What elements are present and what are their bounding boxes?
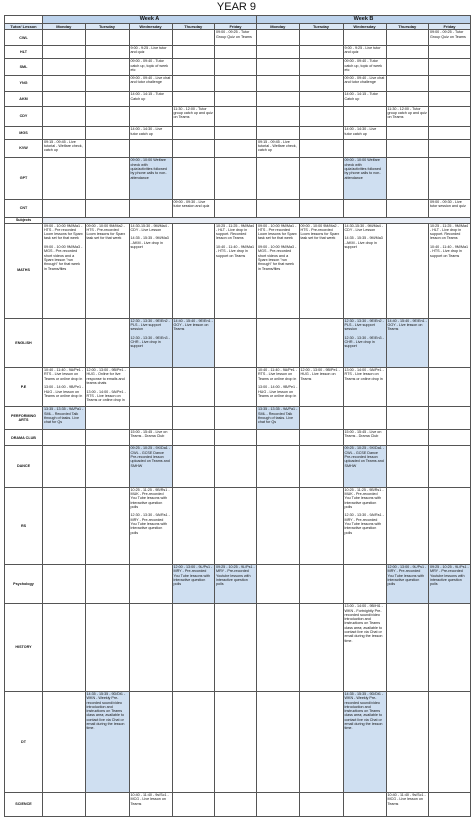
timetable-cell: 14:00 - 14:15 - Tutor Catch up (129, 92, 172, 106)
timetable-cell (343, 30, 386, 45)
timetable-cell: 12:30 - 13:30 - 9E/En2 - PLS - Live support session 12:30 - 13:30 - 9E/En3 - CHR - Live drop in support (343, 318, 386, 368)
timetable-cell (257, 565, 300, 604)
timetable-cell (386, 92, 429, 106)
row-label-psychology: Psychology (5, 565, 43, 604)
timetable-cell (43, 565, 86, 604)
timetable-cell (386, 429, 429, 446)
timetable-cell (215, 127, 257, 139)
day-header: Tuesday (299, 24, 343, 30)
timetable-cell (172, 59, 215, 76)
timetable-cell (85, 92, 129, 106)
timetable-cell (386, 127, 429, 139)
timetable-cell (429, 318, 471, 368)
timetable-cell (172, 429, 215, 446)
timetable-cell (129, 199, 172, 218)
timetable-cell (129, 691, 172, 792)
timetable-cell (299, 75, 343, 92)
timetable-cell (215, 407, 257, 430)
timetable-cell (215, 106, 257, 127)
timetable-cell (299, 318, 343, 368)
row-label-drama: DRAMA CLUB (5, 429, 43, 446)
timetable-cell: 10:40 - 11:40 - 9s/Sc1 - MCG - Live lesson on Teams (129, 793, 172, 817)
timetable-cell (215, 45, 257, 58)
timetable-cell (43, 199, 86, 218)
timetable-cell (172, 158, 215, 199)
timetable-cell (215, 793, 257, 817)
timetable-cell: 11:30 - 12:00 - Tutor group catch up and quiz on Teams (386, 106, 429, 127)
timetable-cell (85, 318, 129, 368)
timetable-cell: 9:00 - 9:25 - Live tutor and quiz (129, 45, 172, 58)
timetable-cell (43, 429, 86, 446)
timetable-cell (215, 139, 257, 158)
day-header: Monday (43, 24, 86, 30)
timetable-cell (386, 139, 429, 158)
timetable-cell (172, 30, 215, 45)
timetable-cell (215, 604, 257, 692)
timetable-cell (299, 604, 343, 692)
row-label-dt: DT (5, 691, 43, 792)
timetable-cell (172, 45, 215, 58)
row-label-yng: YNG (5, 75, 43, 92)
timetable-cell (172, 92, 215, 106)
day-header: Wednesday (343, 24, 386, 30)
row-label-rs: RS (5, 487, 43, 564)
timetable-cell (257, 158, 300, 199)
timetable-cell (299, 691, 343, 792)
row-label-cdy: CDY (5, 106, 43, 127)
timetable-cell (299, 106, 343, 127)
timetable-cell (129, 604, 172, 692)
timetable-cell (299, 139, 343, 158)
timetable-cell (343, 199, 386, 218)
timetable-cell (429, 45, 471, 58)
timetable-cell (172, 139, 215, 158)
row-label-hlt: HLT (5, 45, 43, 58)
timetable-cell (257, 75, 300, 92)
timetable-cell: 09:00 - 09:40 - Live chat and tutor challenge (129, 75, 172, 92)
timetable-cell: 09:00 - 09:25 - Tutor Group Quiz on Teams (215, 30, 257, 45)
timetable-cell: 09:00 - 09:25 - Tutor Group Quiz on Teams (429, 30, 471, 45)
day-header: Friday (215, 24, 257, 30)
timetable-cell: 12:00 - 13:00 - 9L/Ps1 - MRY - Pre-recorded You Tube lessons with interactive question polls (386, 565, 429, 604)
timetable-cell (129, 139, 172, 158)
timetable-cell (215, 446, 257, 487)
timetable-cell (43, 691, 86, 792)
timetable-cell (172, 487, 215, 564)
timetable-cell (85, 793, 129, 817)
row-label-science: SCIENCE (5, 793, 43, 817)
row-label-cnt: CNT (5, 199, 43, 218)
timetable-cell (257, 793, 300, 817)
timetable-cell: 10:25 - 11:25 - 9M/Ma4 - HLT - Live drop in support. Recorded lesson on Teams 10:40 - 11:40 - 9M/Ma1 - HTS - Live drop in support on Teams (215, 223, 257, 318)
timetable-cell (429, 407, 471, 430)
timetable-cell (386, 199, 429, 218)
timetable-cell (299, 59, 343, 76)
timetable-cell (85, 139, 129, 158)
row-label-pe: P.E (5, 368, 43, 407)
row-label-dance: DANCE (5, 446, 43, 487)
row-label-akm: AKM (5, 92, 43, 106)
row-label-maths: MATHS (5, 223, 43, 318)
row-label-history: HISTORY (5, 604, 43, 692)
timetable-cell: 09:15 - 09:45 - Live tutorial - Welfare check, catch up (43, 139, 86, 158)
timetable-cell (85, 407, 129, 430)
timetable-cell (172, 75, 215, 92)
timetable-cell: 14:30-15:30 - 9M/Ma4 - CDY - Live Lesson 14:35 - 15:35 - 9M/Ma3 - AKM - Live drop in support (343, 223, 386, 318)
timetable-cell (299, 565, 343, 604)
timetable-cell (85, 30, 129, 45)
timetable-cell (343, 407, 386, 430)
day-header: Monday (257, 24, 300, 30)
timetable-cell (299, 45, 343, 58)
timetable-cell (215, 318, 257, 368)
timetable-cell (386, 45, 429, 58)
timetable-cell (85, 158, 129, 199)
timetable-cell (215, 92, 257, 106)
day-header: Thursday (386, 24, 429, 30)
timetable-cell (429, 158, 471, 199)
timetable-cell (129, 30, 172, 45)
timetable-cell (386, 691, 429, 792)
timetable-cell (257, 604, 300, 692)
timetable-cell (386, 446, 429, 487)
timetable-cell (429, 106, 471, 127)
timetable-cell (85, 45, 129, 58)
timetable-cell (386, 604, 429, 692)
timetable-cell: 09:25 - 10:25 - 9L/Ps1 - MRY - Pre-recorded Youtube lessons with interactive question polls (215, 565, 257, 604)
timetable-cell (257, 106, 300, 127)
timetable-cell (386, 75, 429, 92)
timetable-cell: 09:00 - 09:30 - Live tutor session and quiz (172, 199, 215, 218)
timetable-cell (85, 59, 129, 76)
timetable-cell: 09:00 - 10:00 9M/Ma1 - HTS - Pre recorded Loom lessons for Sparx task set for that week 09:00 - 10:00 9M/Ma3 - MGS - Pre-recorded short videos and a Sparx lesson "run through" for that week in Teams/files (257, 223, 300, 318)
timetable-cell (85, 106, 129, 127)
timetable-cell (257, 127, 300, 139)
row-label-gpt: GPT (5, 158, 43, 199)
timetable-cell (172, 223, 215, 318)
timetable-cell: 9:00 - 9:25 - Live tutor and quiz (343, 45, 386, 58)
timetable-cell (85, 446, 129, 487)
row-label-english: ENGLISH (5, 318, 43, 368)
timetable-cell: 09:25 - 10:25 - 9X/Da1 - CWL - GCSE Dance Pre-recorded lesson uploaded on Teams and SMHW (129, 446, 172, 487)
timetable-cell (429, 446, 471, 487)
timetable-cell: 14:40 - 15:40 - 9E/En1 - GOY - Live lesson on Teams (172, 318, 215, 368)
timetable-cell (172, 127, 215, 139)
row-label-mgs: MGS (5, 127, 43, 139)
day-header: Tuesday (85, 24, 129, 30)
timetable-cell (429, 59, 471, 76)
timetable-cell (299, 429, 343, 446)
timetable-cell: 13:35 - 13:35 - 9A/Pa1 - SML - Recorded Talk through of tasks. Live chat for Qs (43, 407, 86, 430)
timetable-cell (299, 487, 343, 564)
timetable-cell (299, 92, 343, 106)
timetable-cell: 13:35 - 13:35 - 9A/Pa1 - SML - Recorded Talk through of tasks. Live chat for Qs (257, 407, 300, 430)
timetable-cell: 10:25 - 11:25 - 9M/Ma4 - HLT - Live drop in support. Recorded lesson on Teams 10:40 - 11:40 - 9M/Ma1 - HTS - Live drop in support on Teams (429, 223, 471, 318)
timetable-cell (43, 318, 86, 368)
timetable-cell (257, 446, 300, 487)
timetable-cell (299, 199, 343, 218)
timetable-cell (215, 75, 257, 92)
timetable-cell: 15:00 - 15:45 - Live on Teams - Drama Club (343, 429, 386, 446)
timetable-cell (43, 106, 86, 127)
timetable-cell (43, 158, 86, 199)
timetable-cell (257, 59, 300, 76)
timetable-cell (386, 487, 429, 564)
page-title: YEAR 9 (216, 1, 257, 13)
subjects-label: Subjects (5, 218, 43, 223)
timetable-cell: 11:30 - 12:00 - Tutor group catch up and quiz on Teams (172, 106, 215, 127)
timetable-cell (429, 368, 471, 407)
day-header: Friday (429, 24, 471, 30)
timetable-cell (299, 446, 343, 487)
timetable-cell: 09:00 - 09:40 - Tutor catch up, topic of week etc (343, 59, 386, 76)
timetable-cell (43, 446, 86, 487)
timetable-cell (386, 30, 429, 45)
timetable-cell: 12:00 - 13:00 - 9B/Pe1 - HUG - Live lesson on Teams (299, 368, 343, 407)
timetable-cell (386, 158, 429, 199)
timetable-cell: 09:00 - 10:00 Welfare check with quiz/activities followed by phone calls to non-attendance (343, 158, 386, 199)
timetable-cell (43, 45, 86, 58)
timetable-cell (429, 429, 471, 446)
timetable-cell: 10:40 - 11:40 - 9A/Pe1 - RTS - Live lesson on Teams or online drop in 13:00 - 14:00 - 9B/Pe1 - HUG - Live lesson on Teams or online drop in (257, 368, 300, 407)
timetable-cell: 09:00 - 09:40 - Live chat and tutor challenge (343, 75, 386, 92)
timetable-cell: 09:00 - 10:00 Welfare check with quiz/activities followed by phone calls to non-attendance (129, 158, 172, 199)
timetable-cell (43, 793, 86, 817)
timetable-cell (429, 127, 471, 139)
timetable-cell (215, 59, 257, 76)
timetable-cell (386, 407, 429, 430)
timetable-cell (85, 487, 129, 564)
timetable-cell (429, 75, 471, 92)
timetable-cell (257, 199, 300, 218)
timetable-cell (343, 793, 386, 817)
timetable-cell (299, 407, 343, 430)
timetable-cell: 10:25 - 11:25 - 9B/Rs1 - MUK - Pre-recorded You Tube lessons with interactive question polls 12:30 - 13:30 - 9A/Rs1 - MRY - Pre-recorded You Tube lessons with interactive question polls (343, 487, 386, 564)
timetable-cell (299, 158, 343, 199)
timetable-cell (172, 407, 215, 430)
timetable-cell: 09:00 - 10:00 9M/Ma2 - HTS - Pre-recorded Loom lessons for Sparx task set for that week (299, 223, 343, 318)
timetable-cell: 09:25 - 10:25 - 9L/Ps1 - MRY - Pre-recorded Youtube lessons with interactive question polls (429, 565, 471, 604)
timetable-cell (43, 59, 86, 76)
timetable-cell (257, 429, 300, 446)
timetable-cell: 13:00 - 14:00 - 9A/Pe1 - RTS - Live lesson on Teams or online drop in (343, 368, 386, 407)
timetable-grid (4, 15, 471, 817)
timetable-cell: 14:30-15:30 - 9M/Ma4 - CDY - Live Lesson 14:35 - 15:35 - 9M/Ma3 - AKM - Live drop in support (129, 223, 172, 318)
timetable-cell: 09:00 - 10:00 9M/Ma1 - HTS - Pre recorded Loom lessons for Sparx task set for that week 09:00 - 10:00 9M/Ma3 - MGS - Pre-recorded short videos and a Sparx lesson "run through" for that week in Teams/files (43, 223, 86, 318)
timetable-cell: 09:00 - 09:30 - Live tutor session and quiz (429, 199, 471, 218)
timetable-cell (43, 92, 86, 106)
timetable-cell (215, 429, 257, 446)
timetable-cell (429, 793, 471, 817)
timetable-cell (215, 487, 257, 564)
timetable-cell (386, 59, 429, 76)
timetable-cell (43, 127, 86, 139)
timetable-cell: 14:00 - 14:30 - Live tutor catch up (343, 127, 386, 139)
timetable-cell (299, 793, 343, 817)
timetable-cell (429, 139, 471, 158)
timetable-cell (172, 368, 215, 407)
timetable-cell: 10:40 - 11:40 - 9s/Sc1 - MCG - Live lesson on Teams (386, 793, 429, 817)
timetable-cell (343, 139, 386, 158)
timetable-cell (85, 429, 129, 446)
timetable-cell (172, 793, 215, 817)
timetable-cell (429, 487, 471, 564)
timetable-cell (172, 446, 215, 487)
corner-blank (5, 16, 43, 24)
timetable-cell: 14:35 - 15:35 - 9D/Dt1 - WKN - Weekly Pre-recorded sound/video introduction and instructions on Teams class area; available to contact live via Chat or email during the lesson time. (85, 691, 129, 792)
timetable-cell (43, 604, 86, 692)
timetable-cell (257, 487, 300, 564)
timetable-cell (215, 199, 257, 218)
timetable-cell (343, 565, 386, 604)
timetable-cell (343, 106, 386, 127)
timetable-cell: 14:00 - 14:15 - Tutor Catch up (343, 92, 386, 106)
day-header: Thursday (172, 24, 215, 30)
timetable-cell (429, 92, 471, 106)
day-header: Wednesday (129, 24, 172, 30)
week-b-header: Week B (257, 16, 471, 24)
timetable-cell: 10:25 - 11:25 - 9B/Rs1 - MUK - Pre-recorded You Tube lessons with interactive question polls 12:30 - 13:30 - 9A/Rs1 - MRY - Pre-recorded You Tube lessons with interactive question polls (129, 487, 172, 564)
row-label-performing: PERFORMING ARTS (5, 407, 43, 430)
timetable-cell: 15:00 - 15:45 - Live on Teams - Drama Club (129, 429, 172, 446)
timetable-cell: 12:30 - 13:30 - 9E/En2 - PLS - Live support session 12:30 - 13:30 - 9E/En3 - CHR - Live drop in support (129, 318, 172, 368)
timetable-cell (172, 604, 215, 692)
timetable-cell (257, 691, 300, 792)
timetable-cell: 14:35 - 15:35 - 9D/Dt1 - WKN - Weekly Pre-recorded sound/video introduction and instructions on Teams class area; available to contact live via Chat or email during the lesson time. (343, 691, 386, 792)
row-label-kvw: KVW (5, 139, 43, 158)
timetable-cell (85, 565, 129, 604)
corner-label: Tutor/ Lesson (5, 24, 43, 30)
timetable-cell (43, 75, 86, 92)
timetable-cell: 10:40 - 11:40 - 9A/Pe1 - RTS - Live lesson on Teams or online drop in 13:00 - 14:00 - 9B/Pe1 - HUG - Live lesson on Teams or online drop in (43, 368, 86, 407)
timetable-cell: 09:00 - 10:00 9M/Ma2 - HTS - Pre-recorded Loom lessons for Sparx task set for that week (85, 223, 129, 318)
week-a-header: Week A (43, 16, 257, 24)
timetable-cell (129, 565, 172, 604)
timetable-cell: 09:25 - 10:25 - 9X/Da1 - CWL - GCSE Dance Pre-recorded lesson uploaded on Teams and SMHW (343, 446, 386, 487)
timetable-cell (172, 691, 215, 792)
row-label-sml: SML (5, 59, 43, 76)
timetable-cell (85, 604, 129, 692)
timetable-cell (85, 75, 129, 92)
row-label-cwl: CWL (5, 30, 43, 45)
timetable-cell: 14:00 - 14:30 - Live tutor catch up (129, 127, 172, 139)
timetable-cell: 14:40 - 15:40 - 9E/En1 - GOY - Live lesson on Teams (386, 318, 429, 368)
timetable-cell (299, 30, 343, 45)
timetable-cell (129, 106, 172, 127)
timetable-cell (43, 30, 86, 45)
timetable-cell (299, 127, 343, 139)
timetable-cell (129, 407, 172, 430)
timetable-cell (43, 487, 86, 564)
timetable-cell (257, 318, 300, 368)
timetable-cell: 09:00 - 09:40 - Tutor catch up, topic of week etc (129, 59, 172, 76)
timetable-cell (429, 691, 471, 792)
timetable-cell (257, 30, 300, 45)
timetable-cell (386, 368, 429, 407)
timetable-cell (129, 368, 172, 407)
timetable-cell (215, 368, 257, 407)
timetable-cell (386, 223, 429, 318)
timetable-cell (85, 127, 129, 139)
timetable-cell: 13:00 - 14:00 - 9B/Hi1 - WKN - Fortnightly Pre-recorded sound/video introduction and instructions on Teams class area; available to contact live via Chat or email during the lesson time. (343, 604, 386, 692)
timetable-cell (215, 691, 257, 792)
timetable-cell: 12:00 - 13:00 - 9L/Ps1 - MRY - Pre-recorded You Tube lessons with interactive question polls (172, 565, 215, 604)
timetable-cell (215, 158, 257, 199)
timetable-cell: 09:15 - 09:45 - Live tutorial - Welfare check, catch up (257, 139, 300, 158)
timetable-cell (257, 45, 300, 58)
timetable-cell: 12:00 - 13:00 - 9B/Pe1 - HUG - Online for live response to emails and teams chats 13:00 - 14:00 - 9A/Pe1 - RTS - Live lesson on Teams or online drop in (85, 368, 129, 407)
timetable-cell (85, 199, 129, 218)
timetable-cell (257, 92, 300, 106)
timetable-cell (429, 604, 471, 692)
